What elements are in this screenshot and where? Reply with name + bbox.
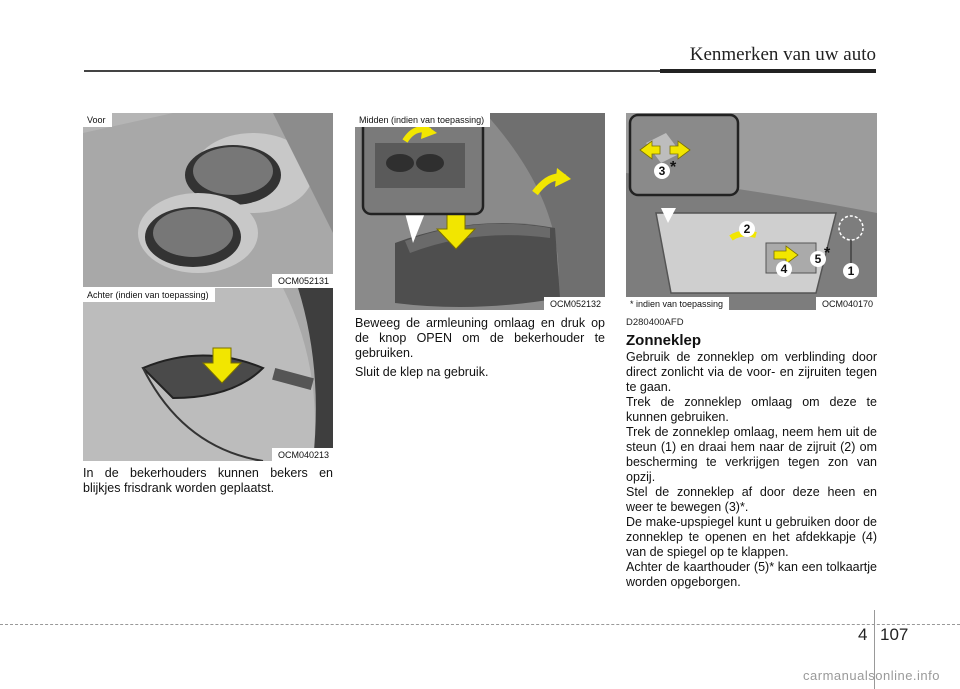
armrest-illustration	[355, 113, 605, 310]
cupholder-rear-code: OCM040213	[272, 448, 333, 461]
armrest-text-2: Sluit de klep na gebruik.	[355, 365, 489, 379]
armrest-photo	[355, 113, 605, 310]
page-header-title: Kenmerken van uw auto	[689, 44, 876, 65]
sunvisor-line-6: Achter de kaarthouder (5)* kan een tolkaartje worden opgeborgen.	[626, 560, 877, 589]
callout-3-star: *	[670, 159, 677, 176]
cupholder-rear-label: Achter (indien van toepassing)	[83, 288, 215, 302]
header-rule-accent	[660, 69, 876, 73]
callout-1: 1	[843, 263, 859, 279]
sunvisor-line-1: Gebruik de zonneklep om verblinding door direct zonlicht via de voor- en zijruiten tegen te gaan.	[626, 350, 877, 394]
callout-3: 3	[654, 163, 670, 179]
armrest-code: OCM052132	[544, 297, 605, 310]
sunvisor-description	[626, 350, 877, 590]
armrest-label: Midden (indien van toepassing)	[355, 113, 490, 127]
cupholder-front-code: OCM052131	[272, 274, 333, 287]
sunvisor-code: OCM040170	[816, 297, 877, 310]
armrest-description	[355, 316, 605, 380]
section-heading: Zonneklep	[626, 332, 702, 349]
sunvisor-illustration	[626, 113, 877, 310]
cupholder-rear-illustration	[83, 288, 333, 461]
footer-rule	[0, 624, 960, 625]
cupholder-front-photo	[83, 113, 333, 287]
chapter-number: 4	[858, 625, 868, 644]
sunvisor-note: * indien van toepassing	[626, 297, 729, 310]
page-number: 107	[880, 625, 909, 644]
cupholder-description	[83, 466, 333, 496]
section-code: D280400AFD	[626, 317, 684, 328]
callout-5: 5	[810, 251, 826, 267]
cupholder-front-illustration	[83, 113, 333, 287]
callout-4: 4	[776, 261, 792, 277]
callout-5-star: *	[824, 245, 831, 262]
cupholder-front-label: Voor	[83, 113, 112, 127]
sunvisor-photo	[626, 113, 877, 310]
watermark: carmanualsonline.info	[803, 668, 940, 683]
sunvisor-line-3: Trek de zonneklep omlaag, neem hem uit de steun (1) en draai hem naar de zijruit (2) om bescherming te verkrijgen tegen zon van opzij.	[626, 425, 877, 484]
cupholder-description-text: In de bekerhouders kunnen bekers en blijkjes frisdrank worden geplaatst.	[83, 466, 333, 495]
armrest-text-1: Beweeg de armleuning omlaag en druk op de knop OPEN om de bekerhouder te gebruiken.	[355, 316, 605, 360]
callout-2: 2	[739, 221, 755, 237]
cupholder-rear-photo	[83, 288, 333, 461]
sunvisor-line-5: De make-upspiegel kunt u gebruiken door de zonneklep te openen en het afdekkapje (4) van de spiegel op te klappen.	[626, 515, 877, 559]
sunvisor-line-4: Stel de zonneklep af door deze heen en weer te bewegen (3)*.	[626, 485, 877, 514]
sunvisor-line-2: Trek de zonneklep omlaag om deze te kunnen gebruiken.	[626, 395, 877, 424]
